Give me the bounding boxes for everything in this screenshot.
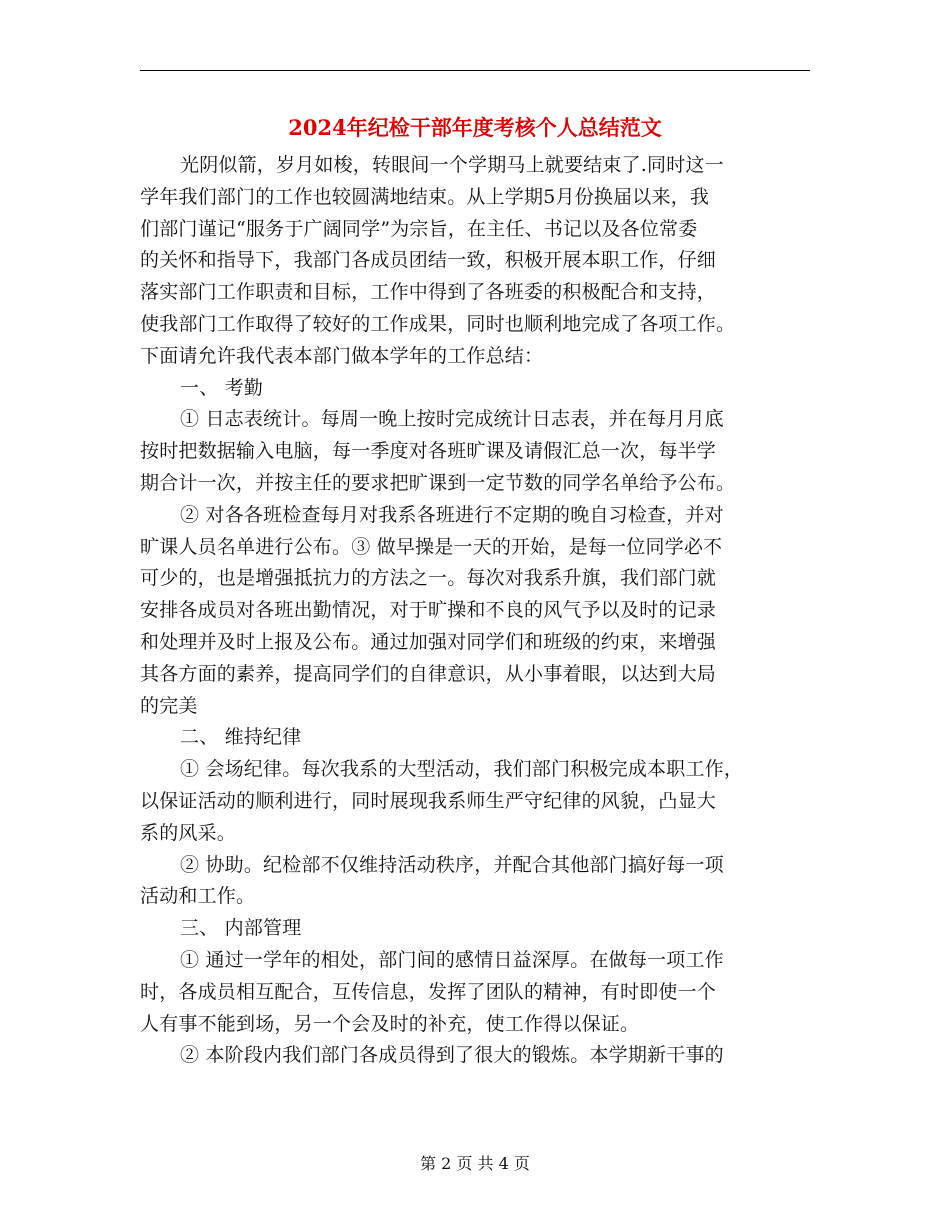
text-line: 下面请允许我代表本部门做本学年的工作总结： <box>140 344 544 367</box>
page-number: 第 2 页 共 4 页 <box>420 1154 530 1173</box>
text-line: 活动和工作。 <box>140 885 256 908</box>
paragraph-intro <box>140 150 815 373</box>
section-heading: 三、 内部管理 <box>180 917 302 940</box>
section-heading-discipline <box>140 722 815 754</box>
document-body <box>140 150 815 1072</box>
text-line: ② 本阶段内我们部门各成员得到了很大的锻炼。本学期新干事的 <box>180 1044 724 1067</box>
paragraph-attendance-2 <box>140 500 815 723</box>
document-title: 2024年纪检干部年度考核个人总结范文 <box>288 115 662 140</box>
text-line: 按时把数据输入电脑，每一季度对各班旷课及请假汇总一次，每半学 <box>140 440 717 463</box>
text-line: 时，各成员相互配合，互传信息，发挥了团队的精神，有时即使一个 <box>140 980 717 1003</box>
text-line: ① 通过一学年的相处，部门间的感情日益深厚。在做每一项工作 <box>180 948 724 971</box>
text-line: 们部门谨记“服务于广阔同学”为宗旨，在主任、书记以及各位常委 <box>140 217 698 240</box>
text-line: 安排各成员对各班出勤情况，对于旷操和不良的风气予以及时的记录 <box>140 599 717 622</box>
paragraph-internal-2 <box>140 1040 815 1072</box>
text-line: 可少的，也是增强抵抗力的方法之一。每次对我系升旗，我们部门就 <box>140 567 717 590</box>
header-rule <box>140 70 810 71</box>
section-heading: 二、 维持纪律 <box>180 726 302 749</box>
section-heading-internal <box>140 913 815 945</box>
paragraph-discipline-2 <box>140 850 815 914</box>
text-line: 人有事不能到场，另一个会及时的补充，使工作得以保证。 <box>140 1012 640 1035</box>
text-line: 落实部门工作职责和目标，工作中得到了各班委的积极配合和支持， <box>140 281 717 304</box>
paragraph-internal-1 <box>140 945 815 1040</box>
text-line: 以保证活动的顺利进行，同时展现我系师生严守纪律的风貌，凸显大 <box>140 789 717 812</box>
text-line: 使我部门工作取得了较好的工作成果，同时也顺利地完成了各项工作。 <box>140 312 736 335</box>
text-line: ② 协助。纪检部不仅维持活动秩序，并配合其他部门搞好每一项 <box>180 853 724 876</box>
section-heading-attendance <box>140 373 815 405</box>
text-line: 学年我们部门的工作也较圆满地结束。从上学期5月份换届以来，我 <box>140 185 710 208</box>
paragraph-discipline-1 <box>140 754 815 849</box>
text-line: ② 对各各班检查每月对我系各班进行不定期的晚自习检查，并对 <box>180 503 724 526</box>
text-line: 的关怀和指导下，我部门各成员团结一致，积极开展本职工作，仔细 <box>140 249 717 272</box>
text-line: 和处理并及时上报及公布。通过加强对同学们和班级的约束，来增强 <box>140 630 717 653</box>
text-line: 的完美 <box>140 694 198 717</box>
text-line: 其各方面的素养，提高同学们的自律意识，从小事着眼，以达到大局 <box>140 662 717 685</box>
paragraph-attendance-1 <box>140 404 815 499</box>
text-line: 系的风采。 <box>140 821 237 844</box>
text-line: 期合计一次，并按主任的要求把旷课到一定节数的同学名单给予公布。 <box>140 471 736 494</box>
text-line: ① 会场纪律。每次我系的大型活动，我们部门积极完成本职工作， <box>180 758 744 781</box>
text-line: ① 日志表统计。每周一晚上按时完成统计日志表，并在每月月底 <box>180 408 724 431</box>
text-line: 光阴似箭，岁月如梭，转眼间一个学期马上就要结束了.同时这一 <box>180 154 724 176</box>
section-heading: 一、 考勤 <box>180 376 264 399</box>
text-line: 旷课人员名单进行公布。③ 做早操是一天的开始，是每一位同学必不 <box>140 535 723 558</box>
